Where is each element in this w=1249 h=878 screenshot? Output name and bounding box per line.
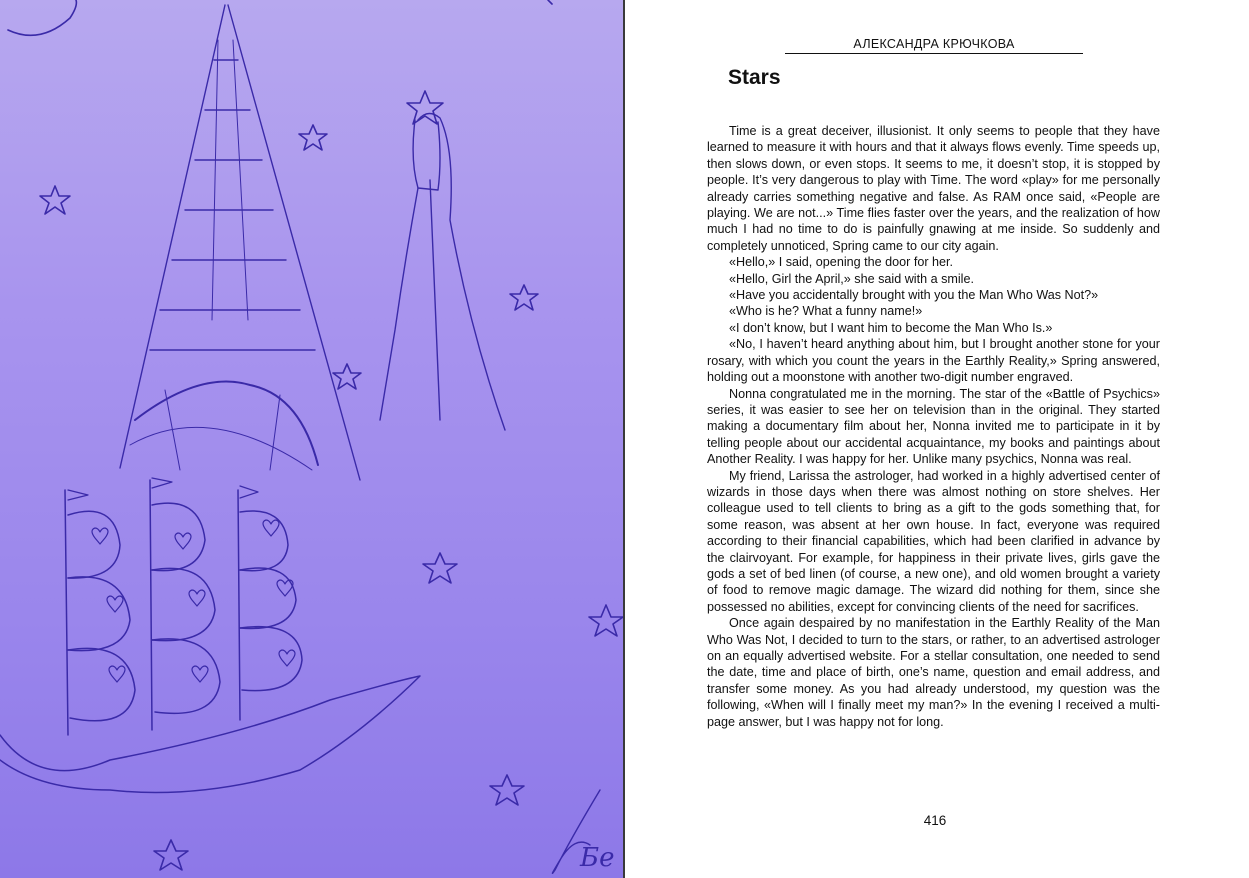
paragraph: «No, I haven’t heard anything about him, but I brought another stone for your rosary, with which you count the years in the Earthly Reality,» Spring answered, holding out a moonstone with another two-digit number engraved. bbox=[707, 337, 1160, 385]
paragraph: Nonna congratulated me in the morning. The star of the «Battle of Psychics» series, it was easier to see her on television than in the original. They started making a documentary film about her, Nonna invited me to participate in it by telling people about our accidental acquaintance, my books and paintings about Another Reality. I was happy for her. Unlike many psychics, Nonna was real. bbox=[707, 386, 1160, 467]
star-icon bbox=[510, 285, 538, 310]
star-icon bbox=[589, 605, 623, 636]
signature-text: Бе bbox=[580, 843, 615, 873]
paragraph: «Hello, Girl the April,» she said with a smile. bbox=[729, 271, 974, 286]
star-icon bbox=[299, 125, 327, 150]
star-icon bbox=[154, 840, 188, 870]
star-icon bbox=[423, 553, 457, 583]
moon-shape bbox=[8, 0, 76, 35]
eiffel-tower-drawing bbox=[120, 5, 360, 480]
paragraph: «Have you accidentally brought with you the Man Who Was Not?» bbox=[729, 288, 1099, 303]
paragraph: «Who is he? What a funny name!» bbox=[729, 304, 923, 319]
paragraph: My friend, Larissa the astrologer, had worked in a highly advertised center of wizards in those days when there was almost nothing on store shelves. Her colleague used to tell clients to bring as a gift to the gods something that, for some reason, was absent at her own house. In fact, everyone was required according to their financial capabilities, which had been clarified in advance by the clairvoyant. For example, for happiness in their private lives, girls gave the gods a set of bed linen (of course, a new one), and old women brought a variety of food to remove magic damage. The wizard did nothing for them, since she possessed no abilities, except for convincing clients of the need for sacrifices. bbox=[707, 468, 1160, 614]
paragraph: Time is a great deceiver, illusionist. It only seems to people that they have learned to measure it with hours and that it always flows evenly. Time speeds up, then slows down, or even stops. It seems to me, it doesn’t stop, it is stopped by people. It’s very dangerous to play with Time. The word «play» for me personally already carries something negative and false. As RAM once said, «People are playing. We are not...» Time flies faster over the years, and the realization of how much I had no time to do is painfully gnawing at me inside. So suddenly and completely unnoticed, Spring came to our city again. bbox=[707, 124, 1160, 253]
running-head: АЛЕКСАНДРА КРЮЧКОВА bbox=[785, 37, 1083, 54]
paragraph: «I don’t know, but I want him to become the Man Who Is.» bbox=[729, 320, 1053, 335]
paragraph: Once again despaired by no manifestation in the Earthly Reality of the Man Who Was Not, I decided to turn to the stars, or rather, to an advertised astrologer on an equally advertised website. For a stellar consultation, one needed to send the date, time and place of birth, one’s name, question and email address, and transfer some money. As you had already understood, my question was the following, «When will I finally meet my man?» In the evening I received a multi-page answer, but I was happy not for long. bbox=[707, 616, 1160, 729]
pencil-drawing bbox=[0, 0, 623, 878]
star-icon bbox=[40, 186, 70, 214]
chapter-title: Stars bbox=[728, 66, 781, 89]
paragraph: «Hello,» I said, opening the door for her. bbox=[729, 255, 954, 270]
star-icon bbox=[548, 0, 552, 4]
star-icon bbox=[490, 775, 524, 805]
sailing-ship-drawing bbox=[0, 478, 420, 793]
woman-figure-drawing bbox=[380, 113, 505, 430]
body-text bbox=[707, 123, 1160, 730]
star-icon bbox=[333, 364, 361, 389]
star-icon bbox=[407, 91, 443, 124]
page-number: 416 bbox=[923, 813, 947, 828]
illustration-page bbox=[0, 0, 623, 878]
text-page bbox=[625, 0, 1249, 878]
